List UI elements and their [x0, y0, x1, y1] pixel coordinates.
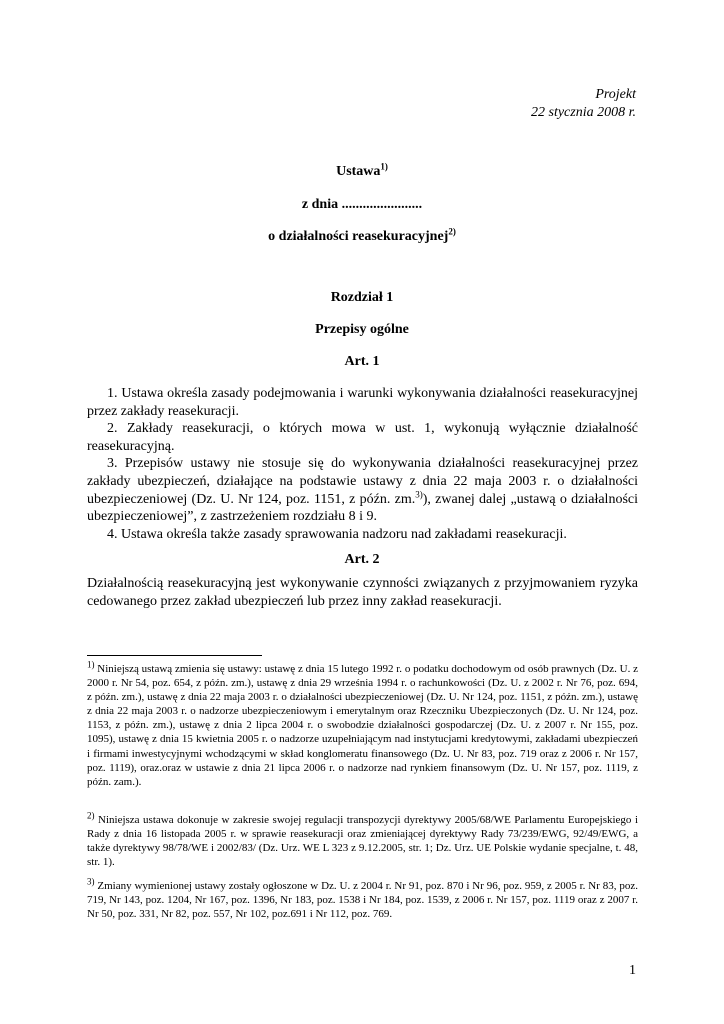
footnote-2	[87, 810, 638, 869]
footnote-2-text: Niniejsza ustawa dokonuje w zakresie swojej regulacji transpozycji dyrektywy 2005/68/WE Parlamentu Europejskiego i Rady z dnia 16 listopada 2005 r. w sprawie reasekuracji oraz zmieniającej dyrektywy Rady 73/239/EWG, 92/49/EWG, a także dyrektywy 98/78/WE i 2002/83/ (Dz. Urz. WE L 323 z 9.12.2005, str. 1; Dz. Urz. UE Polskie wydanie specjalne, t. 48, str. 1).	[87, 814, 638, 869]
footnote-1-text: Niniejszą ustawą zmienia się ustawy: ustawę z dnia 15 lutego 1992 r. o podatku dochodowym od osób prawnych (Dz. U. z 2000 r. Nr 54, poz. 654, z późn. zm.), ustawę z dnia 29 września 1994 r. o rachunkowości (Dz. U. z 2002 r. Nr 76, poz. 694, z późn. zm.), ustawę z dnia 22 maja 2003 r. o działalności ubezpieczeniowej (Dz. U. Nr 124, poz. 1151, z późn. zm.), ustawę z dnia 22 maja 2003 r. o nadzorze ubezpieczeniowym i emerytalnym oraz Rzeczniku Ubezpieczonych (Dz. U. Nr 124, poz. 1153, z późn. zm.), ustawę z dnia 2 lipca 2004 r. o swobodzie działalności gospodarczej (Dz. U. z 2007 r. Nr 155, poz. 1095), ustawę z dnia 15 kwietnia 2005 r. o nadzorze uzupełniającym nad instytucjami kredytowymi, zakładami ubezpieczeń i firmami inwestycyjnymi wchodzącymi w skład konglomeratu finansowego (Dz. U. Nr 83, poz. 719 oraz z 2006 r. Nr 157, poz. 1119), oraz.oraz w ustawie z dnia 21 lipca 2006 r. o nadzorze nad rynkiem finansowym (Dz. U. Nr 157, poz. 1119, z późn. zam.).	[87, 663, 638, 788]
footnote-3-text: Zmiany wymienionej ustawy zostały ogłoszone w Dz. U. z 2004 r. Nr 91, poz. 870 i Nr 96, poz. 959, z 2005 r. Nr 83, poz. 719, Nr 143, poz. 1204, Nr 167, poz. 1396, Nr 183, poz. 1538 i Nr 184, poz. 1539, z 2006 r. Nr 157, poz. 1119 oraz z 2007 r. Nr 50, poz. 331, Nr 82, poz. 557, Nr 102, poz.691 i Nr 112, poz. 769.	[87, 880, 638, 921]
act-subject	[0, 226, 724, 245]
art1-heading: Art. 1	[344, 354, 380, 369]
act-title-text: Ustawa	[336, 164, 381, 179]
act-subject-text: o działalności reasekuracyjnej	[268, 229, 449, 244]
footnote-1-ref: 1)	[87, 659, 95, 670]
art1-body	[87, 385, 638, 543]
art1-paragraph-3-part-b: ), zwanej dalej „ustawą o działalności ubezpieczeniowej”, z zastrzeżeniem rozdziału 8 i 9.	[87, 491, 639, 525]
page-number: 1	[629, 963, 636, 978]
art2-body	[87, 575, 638, 610]
act-date-line: z dnia .......................	[301, 197, 423, 212]
draft-label: Projekt	[595, 87, 636, 102]
footnote-3	[87, 876, 638, 921]
footnote-1	[87, 659, 638, 789]
footnote-3-ref: 3)	[87, 876, 95, 887]
chapter-name: Przepisy ogólne	[315, 322, 409, 337]
chapter-number: Rozdział 1	[330, 290, 394, 305]
act-subject-ref: 2)	[448, 226, 456, 237]
art1-paragraph-2: 2. Zakłady reasekuracji, o których mowa w ust. 1, wykonują wyłącznie działalność reasekuracyjną.	[87, 421, 638, 454]
art2-heading: Art. 2	[344, 552, 380, 567]
draft-date: 22 stycznia 2008 r.	[531, 105, 636, 120]
art1-paragraph-1: 1. Ustawa określa zasady podejmowania i warunki wykonywania działalności reasekuracyjnej przez zakłady reasekuracji.	[87, 386, 638, 419]
footnote-separator	[87, 655, 262, 656]
art1-paragraph-3-ref: 3)	[415, 488, 423, 499]
art2-paragraph-1: Działalnością reasekuracyjną jest wykonywanie czynności związanych z przyjmowaniem ryzyka cedowanego przez zakład ubezpieczeń lub przez inny zakład reasekuracji.	[87, 576, 638, 609]
footnote-2-ref: 2)	[87, 810, 95, 821]
document-header	[531, 86, 636, 122]
art1-paragraph-3-part-a: 3. Przepisów ustawy nie stosuje się do wykonywania działalności reasekuracyjnej przez zakłady ubezpieczeń, działające na podstawie ustawy z dnia 22 maja 2003 r. o działalności ubezpieczeniowej (Dz. U. Nr 124, poz. 1151, z późn. zm.	[87, 456, 638, 507]
art1-paragraph-3	[87, 455, 638, 525]
art1-paragraph-4: 4. Ustawa określa także zasady sprawowania nadzoru nad zakładami reasekuracji.	[107, 526, 567, 542]
act-title	[0, 161, 724, 180]
act-title-ref: 1)	[380, 161, 388, 172]
